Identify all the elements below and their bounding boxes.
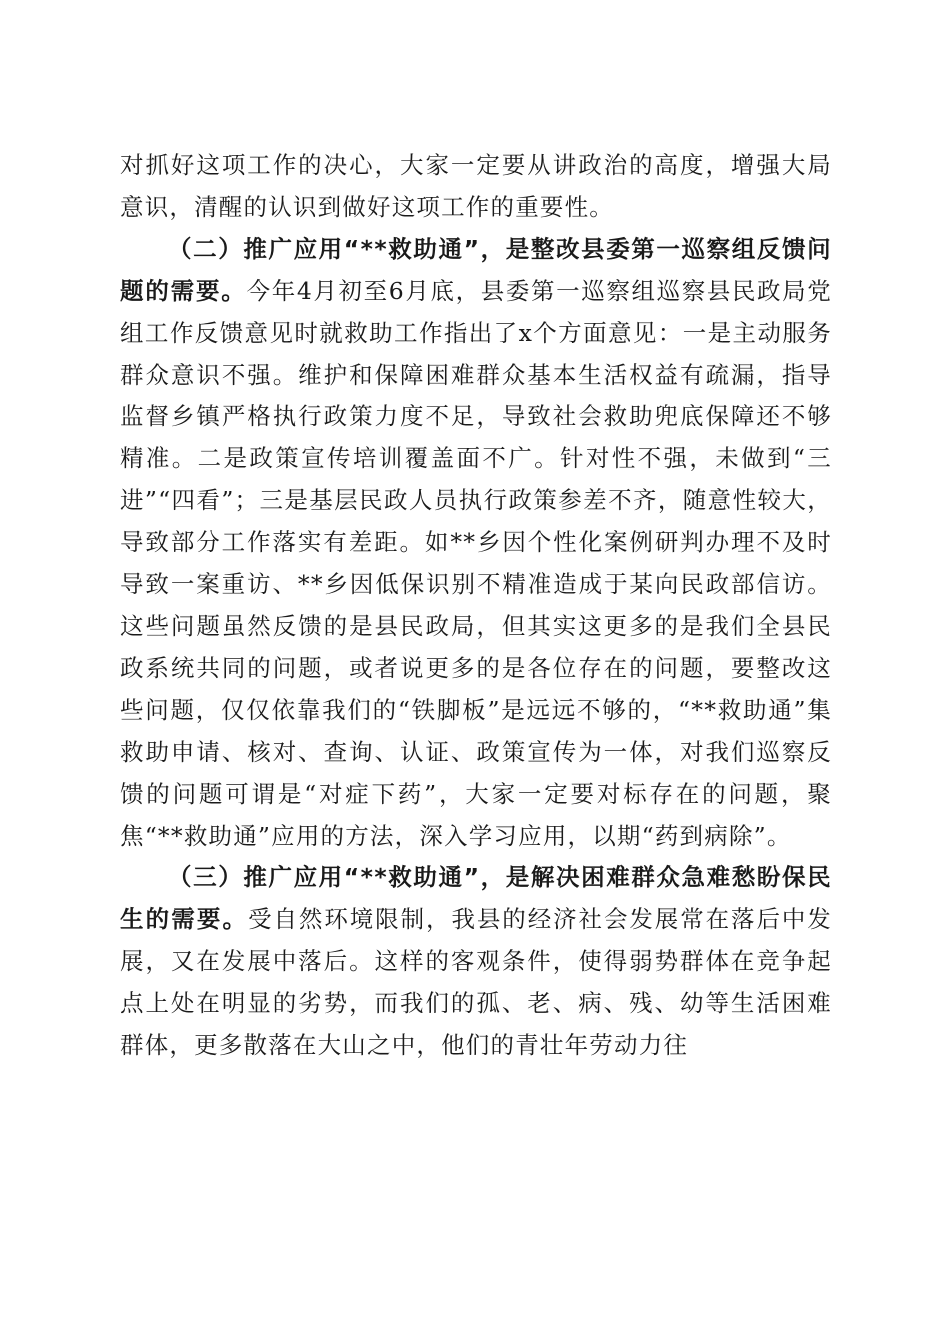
section-heading: （二）推广应用“**救助通”，是整改县委第一巡察组反馈问题的需要。 (120, 234, 832, 305)
paragraph-continuation (120, 145, 832, 229)
paragraph-text: 对抓好这项工作的决心，大家一定要从讲政治的高度，增强大局意识，清醒的认识到做好这项工作的重要性。 (120, 151, 832, 221)
paragraph-section-2 (120, 229, 832, 858)
paragraph-text: 受自然环境限制，我县的经济社会发展常在落后中发展，又在发展中落后。这样的客观条件，使得弱势群体在竞争起点上处在明显的劣势，而我们的孤、老、病、残、幼等生活困难群体，更多散落在大山之中，他们的青壮年劳动力往 (120, 905, 832, 1060)
paragraph-section-3 (120, 857, 832, 1067)
paragraph-text: 今年4月初至6月底，县委第一巡察组巡察县民政局党组工作反馈意见时就救助工作指出了x个方面意见：一是主动服务群众意识不强。维护和保障困难群众基本生活权益有疏漏，指导监督乡镇严格执行政策力度不足，导致社会救助兜底保障还不够精准。二是政策宣传培训覆盖面不广。针对性不强，未做到“三进”“四看”；三是基层民政人员执行政策参差不齐，随意性较大，导致部分工作落实有差距。如**乡因个性化案例研判办理不及时导致一案重访、**乡因低保识别不精准造成于某向民政部信访。这些问题虽然反馈的是县民政局，但其实这更多的是我们全县民政系统共同的问题，或者说更多的是各位存在的问题，要整改这些问题，仅仅依靠我们的“铁脚板”是远远不够的，“**救助通”集救助申请、核对、查询、认证、政策宣传为一体，对我们巡察反馈的问题可谓是“对症下药”，大家一定要对标存在的问题，聚焦“**救助通”应用的方法，深入学习应用，以期“药到病除”。 (120, 276, 833, 850)
document-body (120, 145, 832, 1067)
section-heading: （三）推广应用“**救助通”，是解决困难群众急难愁盼保民生的需要。 (120, 863, 832, 934)
